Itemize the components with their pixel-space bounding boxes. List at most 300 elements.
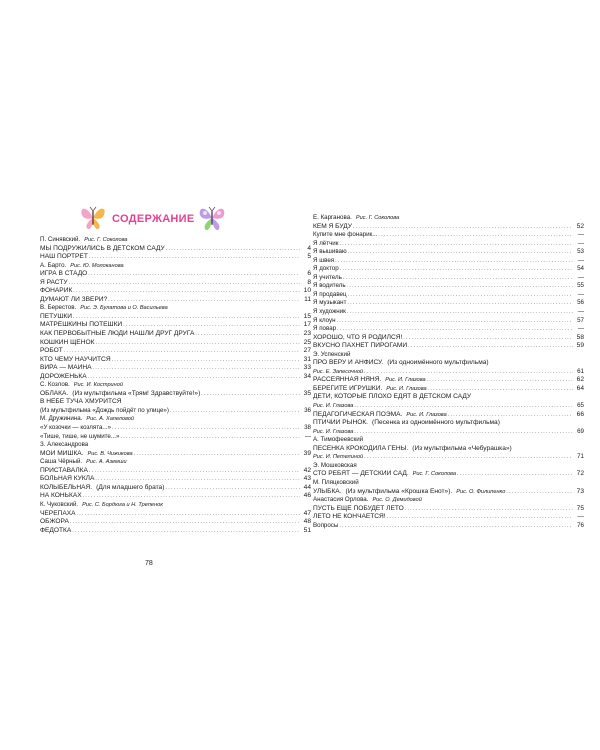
entry-title-group <box>40 475 94 484</box>
toc-entry <box>313 385 584 394</box>
toc-entry <box>313 265 584 274</box>
page-ref: 44 <box>303 483 311 491</box>
toc-entry <box>313 513 584 522</box>
entry-title-group <box>313 393 471 402</box>
dot-leader <box>387 513 573 522</box>
toc-entry <box>313 291 584 300</box>
illustrator-credit: Рис. Е. Запесочной <box>313 368 364 375</box>
dot-leader <box>378 231 573 240</box>
dot-leader <box>340 265 573 274</box>
entry-subtitle: Я учитель <box>313 273 342 281</box>
entry-title-group <box>40 313 72 322</box>
illustrator-credit: Рис. А. Хапеловой <box>86 416 135 423</box>
entry-title: НАШ ПОРТРЕТ <box>40 253 88 261</box>
dot-leader <box>134 450 300 459</box>
entry-title-group <box>313 223 352 232</box>
entry-title-group <box>40 330 194 339</box>
toc-entry <box>313 522 584 531</box>
entry-title-group <box>40 321 122 330</box>
entry-title: БЕРЕГИТЕ ИГРУШКИ. <box>313 384 383 392</box>
page-ref: 38 <box>304 424 311 432</box>
entry-title: КОШКИН ЩЕНОК <box>40 338 95 346</box>
page-ref: 43 <box>303 475 311 483</box>
author-name: Саша Чёрный. <box>40 458 83 466</box>
illustrator-credit: Рис. Г. Соколова <box>84 237 128 243</box>
page-ref: 47 <box>303 509 311 517</box>
toc-entry <box>313 419 584 428</box>
entry-title-group <box>313 325 336 334</box>
author-name: М. Дружинина. <box>40 415 83 423</box>
author-line <box>40 236 311 245</box>
dot-leader <box>353 223 573 232</box>
page-ref: 62 <box>576 376 584 384</box>
entry-title-group <box>313 428 353 437</box>
dot-leader <box>405 505 573 514</box>
entry-subtitle: Я лётчик <box>313 239 339 247</box>
dot-leader <box>112 424 300 433</box>
toc-entry <box>40 245 311 254</box>
dot-leader <box>348 248 573 257</box>
page-ref: 61 <box>577 367 584 375</box>
entry-title-group <box>40 373 87 382</box>
dot-leader <box>354 402 573 411</box>
entry-title: В НЕБЕ ТУЧА ХМУРИТСЯ <box>40 398 122 406</box>
illustrator-credit: Рис. О. Демидовой <box>372 497 422 504</box>
dot-leader <box>70 518 300 527</box>
entry-title: ЧЕРЕПАХА <box>40 509 76 517</box>
toc-entry <box>313 334 584 343</box>
entry-title: ПЕСЕНКА КРОКОДИЛА ГЕНЫ. <box>313 444 409 452</box>
toc-entry <box>40 492 311 501</box>
entry-title: КЕМ Я БУДУ <box>313 222 352 230</box>
dot-leader <box>89 467 300 476</box>
dot-leader <box>120 433 300 442</box>
toc-entry <box>40 253 311 262</box>
entry-subtitle: Я доктор <box>313 265 339 273</box>
toc-left-column <box>40 236 311 535</box>
illustrator-credit: Рис. И. Глазова <box>313 428 354 435</box>
entry-title-group <box>313 231 377 240</box>
toc-entry <box>40 373 311 382</box>
dot-leader <box>166 245 300 254</box>
dot-leader <box>89 253 300 262</box>
illustrator-credit: Рис. А. Аземши <box>86 459 127 466</box>
page-ref: — <box>577 513 584 521</box>
page-number: 78 <box>145 560 153 567</box>
dot-leader <box>403 334 573 343</box>
entry-title: ОБЛАКА. <box>40 389 69 397</box>
dot-leader <box>88 270 300 279</box>
entry-title-group <box>313 368 363 377</box>
entry-title-group <box>313 342 407 351</box>
page-ref: 5 <box>307 253 311 261</box>
toc-entry <box>313 368 584 377</box>
entry-title: КТО ЧЕМУ НАУЧИТСЯ <box>40 355 111 363</box>
page-ref: 36 <box>304 406 311 414</box>
dot-leader <box>347 308 573 317</box>
toc-entry <box>313 223 584 232</box>
entry-subtitle: «У козочки — козлята...» <box>40 424 112 432</box>
page-ref: 55 <box>577 282 584 290</box>
dot-leader <box>428 385 573 394</box>
illustrator-credit: Рис. Э. Булатова и О. Васильева <box>80 305 168 312</box>
page-ref: 51 <box>303 526 311 534</box>
entry-title: ПРО ВЕРУ И АНФИСУ. <box>313 359 384 367</box>
dot-leader <box>348 291 573 300</box>
entry-title-group <box>40 364 92 373</box>
author-name: Э. Успенский <box>313 350 351 358</box>
dot-leader <box>108 296 300 305</box>
illustrator-credit: Рис. И. Глазова <box>406 411 447 418</box>
author-name: А. Тимофеевский <box>313 436 364 444</box>
entry-title-group <box>40 390 200 399</box>
entry-subtitle: Я клоун <box>313 316 336 324</box>
toc-entry <box>40 313 311 322</box>
entry-title: МОЙ МИШКА. <box>40 449 84 457</box>
entry-title: ПЕТУШКИ <box>40 312 72 320</box>
illustrator-credit: Рис. И. Глазова <box>386 385 427 392</box>
page-ref: — <box>304 432 311 440</box>
entry-title: СТО РЕБЯТ — ДЕТСКИЙ САД. <box>313 470 409 478</box>
author-name: Э. Мошковская <box>313 461 357 469</box>
page-ref: 34 <box>303 372 311 380</box>
dot-leader <box>347 299 573 308</box>
illustrator-credit: Рис. В. Чижикова <box>87 450 133 457</box>
toc-entry <box>40 398 311 407</box>
author-line <box>313 462 584 471</box>
page-ref: 35 <box>303 389 311 397</box>
illustrator-credit: Рис. Ю. Молоканова <box>70 262 124 269</box>
illustrator-credit: Рис. Г. Соколова <box>355 215 400 221</box>
entry-title-group <box>313 470 456 479</box>
entry-title-group <box>313 334 402 343</box>
entry-title-group <box>40 270 87 279</box>
entry-title-group <box>40 407 169 416</box>
dot-leader <box>95 475 300 484</box>
dot-leader <box>64 347 300 356</box>
page-ref: — <box>577 231 584 239</box>
dot-leader <box>427 376 573 385</box>
dot-leader <box>339 240 573 249</box>
entry-title-group <box>40 518 69 527</box>
author-line <box>40 304 311 313</box>
entry-title: ПУСТЬ ЕЩЁ ПОБУДЕТ ЛЕТО <box>313 504 404 512</box>
illustrator-credit: Рис. И. Костриной <box>73 382 123 389</box>
entry-title-group <box>313 317 336 326</box>
entry-title: МАТРЁШКИНЫ ПОТЕШКИ <box>40 321 123 329</box>
toc-entry <box>40 518 311 527</box>
dot-leader <box>83 492 300 501</box>
entry-title: МЫ ПОДРУЖИЛИСЬ В ДЕТСКОМ САДУ <box>40 244 165 252</box>
toc-entry <box>40 484 311 493</box>
dot-leader <box>364 368 573 377</box>
entry-title-group <box>313 248 347 257</box>
entry-title: НА КОНЬКАХ <box>40 492 82 500</box>
entry-subtitle: Я художник <box>313 308 346 316</box>
entry-title: ВКУСНО ПАХНЕТ ПИРОГАМИ <box>313 342 408 350</box>
entry-title: КАК ПЕРВОБЫТНЫЕ ЛЮДИ НАШЛИ ДРУГ ДРУГА <box>40 330 195 338</box>
author-line <box>313 214 584 223</box>
entry-title-group <box>40 287 72 296</box>
toc-entry <box>40 339 311 348</box>
entry-title-group <box>313 265 339 274</box>
page-ref: 71 <box>577 453 584 461</box>
entry-subtitle: (Из мультфильма «Дождь пойдёт по улице») <box>40 406 169 414</box>
entry-title: КОЛЫБЕЛЬНАЯ. <box>40 483 93 491</box>
page-ref: 10 <box>303 287 311 295</box>
toc-entry <box>313 299 584 308</box>
toc-right-column <box>313 214 584 530</box>
author-line <box>40 501 311 510</box>
entry-title: РОБОТ <box>40 347 63 355</box>
page-ref: 48 <box>303 518 311 526</box>
dot-leader <box>165 484 300 493</box>
entry-title: ИГРА В СТАДО <box>40 270 88 278</box>
page-ref: 8 <box>307 278 311 286</box>
toc-entry <box>313 308 584 317</box>
illustrator-credit: Рис. И. Петелиной <box>313 454 364 461</box>
dot-leader <box>354 428 573 437</box>
dot-leader <box>448 411 573 420</box>
dot-leader <box>195 330 300 339</box>
page-ref: 64 <box>576 384 584 392</box>
dot-leader <box>337 325 573 334</box>
dot-leader <box>408 342 573 351</box>
entry-title-group <box>313 513 386 522</box>
toc-entry <box>313 240 584 249</box>
dot-leader <box>95 339 300 348</box>
entry-subtitle: Я вышиваю <box>313 248 347 256</box>
illustrator-credit: Рис. И. Глазова <box>313 403 354 410</box>
entry-title-group <box>313 488 505 497</box>
entry-subtitle: Я продавец <box>313 290 347 298</box>
author-line <box>40 415 311 424</box>
page-ref: 39 <box>303 449 311 457</box>
entry-subtitle: Я музыкант <box>313 299 347 307</box>
illustrator-credit: Рис. И. Глазова <box>385 377 426 384</box>
toc-entry <box>40 287 311 296</box>
author-line <box>313 479 584 488</box>
author-name: К. Чуковский. <box>40 500 79 508</box>
page-ref: 33 <box>303 364 311 372</box>
dot-leader <box>335 257 573 266</box>
author-name: Анастасия Орлова. <box>313 496 369 504</box>
dot-leader <box>506 488 573 497</box>
page-ref: — <box>577 273 584 281</box>
author-line <box>40 381 311 390</box>
entry-title: ДУМАЮТ ЛИ ЗВЕРИ? <box>40 295 108 303</box>
toc-entry <box>313 411 584 420</box>
page-title: СОДЕРЖАНИЕ <box>112 213 195 225</box>
page-ref: 66 <box>576 410 584 418</box>
dot-leader <box>73 287 300 296</box>
entry-title-group <box>313 257 334 266</box>
entry-title-group <box>40 492 82 501</box>
page-ref: — <box>577 308 584 316</box>
author-name: В. Берестов. <box>40 304 77 312</box>
dot-leader <box>123 321 300 330</box>
page-ref: 4 <box>307 244 311 252</box>
page-ref: 54 <box>577 265 584 273</box>
entry-title-group <box>40 398 122 407</box>
entry-title-group <box>313 299 346 308</box>
dot-leader <box>347 282 573 291</box>
toc-entry <box>40 510 311 519</box>
entry-title: ФЕДОТКА <box>40 526 72 534</box>
page-ref: 69 <box>577 427 584 435</box>
entry-title-group <box>313 376 426 385</box>
entry-title: ФОНАРИК <box>40 287 73 295</box>
page-ref: 76 <box>577 521 584 529</box>
page-ref: — <box>577 290 584 298</box>
entry-title-group <box>313 419 500 428</box>
toc-entry <box>313 282 584 291</box>
toc-entry <box>40 270 311 279</box>
entry-title-group <box>40 467 88 476</box>
toc-entry <box>313 453 584 462</box>
entry-title-group <box>313 274 342 283</box>
author-line <box>40 458 311 467</box>
entry-title-group <box>40 484 164 493</box>
page-ref: 72 <box>576 470 584 478</box>
dot-leader <box>457 470 573 479</box>
butterfly-icon-right <box>197 204 227 232</box>
toc-entry <box>40 330 311 339</box>
entry-title-group <box>40 433 119 442</box>
dot-leader <box>170 407 300 416</box>
toc-entry <box>40 467 311 476</box>
page-ref: 56 <box>577 299 584 307</box>
author-line <box>40 262 311 271</box>
entry-title-group <box>40 347 63 356</box>
entry-title-group <box>313 402 353 411</box>
toc-entry <box>40 475 311 484</box>
entry-title-group <box>40 253 88 262</box>
entry-title: ВИРА — МАЙНА <box>40 364 92 372</box>
illustrator-credit: Рис. С. Бордюга и Н. Трепенок <box>82 501 163 508</box>
illustrator-credit: Рис. О. Филипенко <box>456 488 506 495</box>
toc-entry <box>313 428 584 437</box>
dot-leader <box>201 390 300 399</box>
entry-title-group <box>313 385 427 394</box>
entry-subtitle: Я швея <box>313 256 335 264</box>
author-name: Е. Карганова. <box>313 214 352 221</box>
page-ref: 23 <box>303 330 311 338</box>
toc-entry <box>40 279 311 288</box>
page-ref: 17 <box>303 321 311 329</box>
toc-entry <box>313 257 584 266</box>
page-ref: 59 <box>576 342 584 350</box>
toc-entry <box>40 450 311 459</box>
entry-subtitle: Купите мне фонарик... <box>313 231 378 239</box>
dot-leader <box>88 373 300 382</box>
page-ref: 15 <box>303 312 311 320</box>
entry-subtitle: Я повар <box>313 325 337 333</box>
toc-entry <box>313 393 584 402</box>
page-ref: 46 <box>303 492 311 500</box>
author-name: А. Барто. <box>40 261 67 269</box>
entry-title-group <box>313 308 346 317</box>
entry-title-group <box>313 522 338 531</box>
dot-leader <box>69 279 300 288</box>
entry-title-group <box>313 505 404 514</box>
dot-leader <box>364 453 573 462</box>
toc-entry <box>40 347 311 356</box>
dot-leader <box>112 356 300 365</box>
entry-title: УЛЫБКА. <box>313 487 342 495</box>
page-ref: 11 <box>304 295 311 303</box>
entry-title-group <box>40 339 94 348</box>
toc-entry <box>313 248 584 257</box>
entry-title-group <box>40 510 76 519</box>
toc-entry <box>40 356 311 365</box>
entry-subtitle: (Из мультфильма «Крошка Енот»). <box>345 487 453 495</box>
page-ref: 42 <box>303 466 311 474</box>
dot-leader <box>339 522 573 531</box>
entry-title-group <box>40 279 68 288</box>
page-ref: 31 <box>303 355 311 363</box>
illustrator-credit: Рис. Г. Соколова <box>412 471 456 478</box>
page-ref: — <box>577 239 584 247</box>
page-ref: 58 <box>576 333 584 341</box>
entry-subtitle: Я водитель <box>313 282 346 290</box>
entry-title: ПЕДАГОГИЧЕСКАЯ ПОЭМА. <box>313 410 403 418</box>
entry-title-group <box>40 245 165 254</box>
toc-entry <box>40 424 311 433</box>
toc-entry <box>40 407 311 416</box>
entry-title-group <box>40 424 111 433</box>
author-name: З. Александрова <box>40 441 89 449</box>
toc-entry <box>313 359 584 368</box>
toc-entry <box>313 445 584 454</box>
entry-title: Я РАСТУ <box>40 278 68 286</box>
toc-entry <box>40 433 311 442</box>
page-ref: 27 <box>303 347 311 355</box>
toc-entry <box>313 342 584 351</box>
toc-entry <box>40 364 311 373</box>
entry-title: БОЛЬНАЯ КУКЛА <box>40 475 95 483</box>
page-ref: 52 <box>576 222 584 230</box>
entry-subtitle: (Из одноимённого мультфильма) <box>387 359 489 367</box>
entry-title-group <box>313 453 363 462</box>
entry-title-group <box>40 296 107 305</box>
toc-entry <box>40 321 311 330</box>
page-ref: 57 <box>577 316 584 324</box>
toc-entry <box>313 376 584 385</box>
toc-entry <box>40 527 311 536</box>
dot-leader <box>93 364 300 373</box>
entry-title: РАССЕЯННАЯ НЯНЯ. <box>313 376 382 384</box>
entry-title: ХОРОШО, ЧТО Я РОДИЛСЯ! <box>313 333 403 341</box>
entry-subtitle: «Тише, тише, не шумите...» <box>40 432 120 440</box>
entry-title-group <box>40 450 133 459</box>
entry-subtitle: (Для младшего брата) <box>96 483 165 491</box>
entry-title-group <box>313 282 346 291</box>
entry-subtitle: (Из мультфильма «Чебурашка») <box>412 444 512 452</box>
entry-title-group <box>313 445 512 454</box>
page-ref: — <box>577 256 584 264</box>
entry-title-group <box>313 359 489 368</box>
page-ref: 6 <box>307 270 311 278</box>
entry-title-group <box>313 291 347 300</box>
contents-heading <box>72 203 232 233</box>
page-ref: 75 <box>576 504 584 512</box>
author-name: М. Пляцковский <box>313 478 359 486</box>
entry-title-group <box>40 356 111 365</box>
entry-subtitle: (Из мультфильма «Трям! Здравствуйте!») <box>72 389 201 397</box>
author-line <box>313 351 584 360</box>
author-line <box>313 496 584 505</box>
